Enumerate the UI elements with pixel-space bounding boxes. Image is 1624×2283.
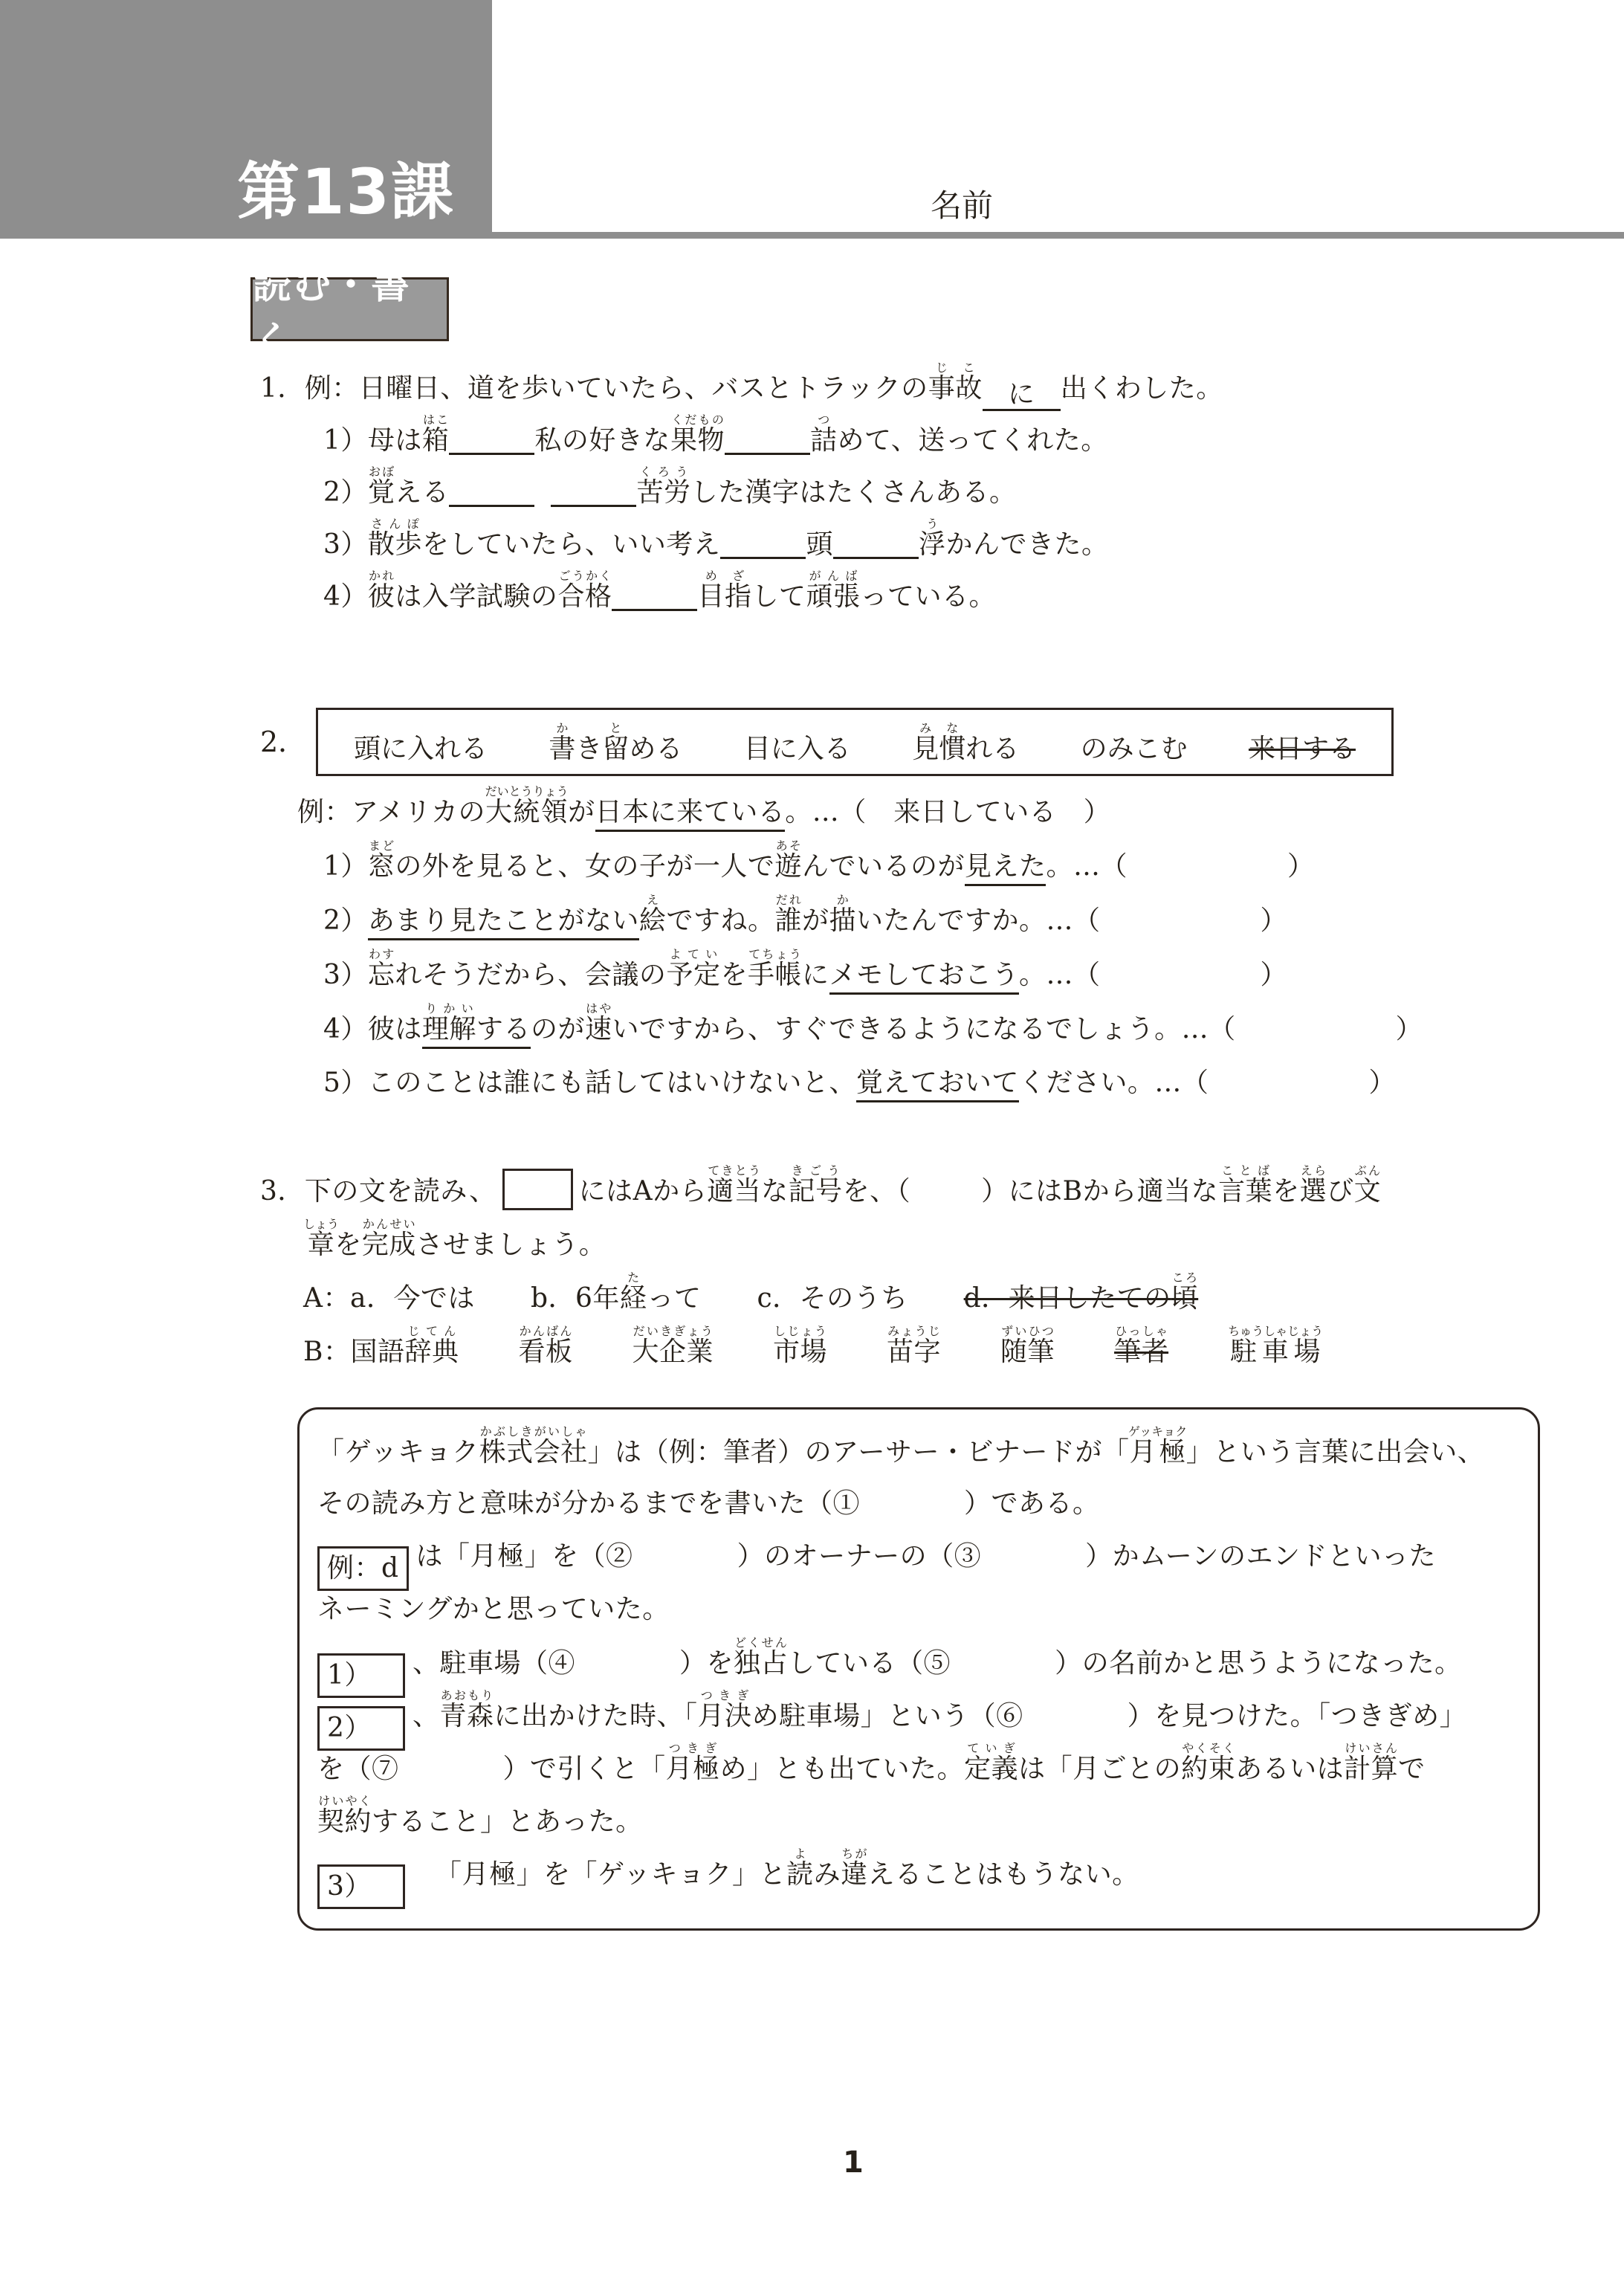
text-run: 辞典じてん (404, 1324, 459, 1367)
text-run: 」は（例：筆者）のアーサー・ビナードが「 (587, 1437, 1130, 1467)
exercise-3-line (260, 1217, 1381, 1270)
fill-blank: に (983, 378, 1061, 411)
fill-blank (725, 422, 810, 455)
text-run: 見えた (964, 851, 1046, 882)
text-run: ）かムーンのエンドといった (1085, 1541, 1437, 1572)
fill-blank (449, 474, 534, 507)
exercise-2-line (260, 1056, 1423, 1110)
text-run: 、 (413, 1701, 440, 1731)
text-run: 駐車場ちゅうしゃじょう (1228, 1324, 1324, 1367)
fill-blank (449, 422, 534, 455)
text-run: 誰だれ (774, 893, 802, 936)
text-run: 3．下の文を読み、 (260, 1176, 496, 1207)
text-run: 留と (602, 721, 630, 765)
text-run: に出かけた時、「 (494, 1701, 698, 1731)
text-run: き (575, 734, 603, 765)
text-run: が (568, 797, 595, 827)
exercise-3-line (260, 1163, 1381, 1217)
text-run: 速はや (584, 1001, 612, 1044)
text-run: ） (1260, 960, 1288, 990)
text-run: 」という言葉に出会い、 (1185, 1437, 1485, 1467)
passage-line (317, 1741, 1520, 1794)
text-run: にはAから (578, 1176, 708, 1207)
text-run: ） (1395, 1014, 1423, 1044)
text-run: っている。 (860, 581, 997, 612)
text-run: メモしておこう (829, 960, 1020, 990)
passage-line (317, 1477, 1520, 1530)
text-run: 5）このことは誰にも話してはいけないと、 (323, 1068, 856, 1098)
text-run: 選えら (1299, 1163, 1327, 1207)
text-run: 来日する (1248, 734, 1356, 765)
text-run: 計算けいさん (1344, 1741, 1399, 1784)
lesson-header-block (0, 0, 492, 236)
word-bank-item (1081, 735, 1188, 763)
text-run: 3） (323, 960, 368, 990)
text-run: 読よ (786, 1847, 814, 1890)
page-number: 1 (843, 2145, 864, 2180)
underlined-text (965, 851, 1046, 886)
text-run: して (751, 581, 806, 612)
text-run: 1．例：日曜日、道を歩いていたら、バスとトラックの (260, 373, 928, 404)
text-run: 随筆ずいひつ (1000, 1324, 1055, 1367)
text-run: 約束やくそく (1181, 1741, 1236, 1784)
text-run: 青森あおもり (439, 1688, 494, 1731)
text-run: 窓まど (367, 839, 395, 882)
text-run: すること」とあった。 (372, 1806, 643, 1837)
text-run: は「月極」を（② (415, 1541, 633, 1572)
text-run: は入学試験の (395, 581, 558, 612)
exercise-1 (260, 361, 1223, 621)
fill-blank (720, 526, 806, 559)
word-bank-item (354, 735, 488, 763)
exercise-2-line (260, 893, 1423, 947)
text-run: め駐車場」という（⑥ (751, 1701, 1023, 1731)
text-run: 例：アメリカの (297, 797, 485, 827)
text-run: する (476, 1014, 531, 1044)
exercise-2 (260, 784, 1423, 1110)
section-badge (250, 263, 449, 364)
text-run: 1）母は (323, 425, 422, 456)
text-run: める (629, 734, 683, 765)
underlined-text (595, 797, 786, 832)
text-run: ですね。 (666, 905, 775, 936)
text-run: ） (1368, 1068, 1396, 1098)
text-run: 月極ゲッキョク (1128, 1424, 1188, 1467)
text-run: の外を見ると、女の子が一人で (395, 851, 775, 882)
section-badge-label: 読む・書く (253, 263, 411, 364)
exercise-1-line (260, 361, 1223, 413)
exercise-1-line (260, 465, 1223, 517)
passage-line (317, 1635, 1520, 1691)
text-run: が (801, 905, 829, 936)
word-bank-item (744, 735, 851, 763)
text-run: させましょう。 (415, 1230, 606, 1260)
text-run: ）にはBから適当な (981, 1176, 1219, 1207)
text-run: 言葉ことば (1218, 1163, 1273, 1207)
exercise-2-number: 2． (260, 726, 307, 758)
text-run: 章しょう (303, 1217, 340, 1260)
text-run: 理解りかい (421, 1001, 476, 1044)
text-run: れる (965, 734, 1020, 765)
exercise-1-line (260, 569, 1223, 621)
answer-label-box: 2） (317, 1706, 405, 1751)
text-run: な (761, 1176, 789, 1207)
underlined-text (829, 960, 1020, 995)
text-run: 看板かんばん (518, 1324, 573, 1367)
passage-line (317, 1530, 1520, 1583)
name-label: 名前 (931, 187, 994, 224)
text-run: えることはもうない。 (867, 1859, 1139, 1890)
passage-line (317, 1847, 1520, 1902)
text-run: える (395, 477, 450, 508)
text-run: 株式会社かぶしきがいしゃ (479, 1424, 588, 1467)
text-run: 目に入る (743, 734, 851, 765)
text-run: 2） (323, 477, 368, 508)
text-run: って (647, 1283, 702, 1314)
text-run: れそうだから、会議の (395, 960, 667, 990)
text-run: ）を (679, 1648, 734, 1679)
text-run: 「ゲッキョク (317, 1437, 479, 1467)
exercise-3-line (260, 1270, 1381, 1324)
text-run: A：a．今では (303, 1283, 475, 1314)
text-run: んでいるのが (801, 851, 965, 882)
text-run: 独占どくせん (734, 1635, 789, 1679)
text-run: 大企業だいきぎょう (632, 1324, 714, 1367)
text-run: c．そのうち (757, 1283, 908, 1314)
text-run: 書か (549, 721, 576, 765)
underlined-text (421, 1001, 476, 1049)
text-run: 果物くだもの (670, 413, 725, 456)
answer-label-box: 1） (317, 1653, 405, 1698)
passage-line (317, 1794, 1520, 1847)
struck-text (964, 1283, 1171, 1314)
text-run: 覚えておいて (855, 1068, 1019, 1098)
text-run: め」とも出ていた。 (719, 1754, 965, 1784)
text-run: 。…（ (1046, 851, 1128, 882)
underlined-text (856, 1068, 1019, 1102)
text-run: 手帳てちょう (747, 947, 802, 990)
text-run: 「月極」を「ゲッキョク」と (435, 1859, 787, 1890)
passage-lines (317, 1424, 1520, 1902)
text-run: あまり見たことがない (367, 905, 639, 936)
text-run: 、駐車場（④ (413, 1648, 576, 1679)
text-run: 忘わす (367, 947, 395, 990)
text-run: かんできた。 (945, 529, 1109, 560)
text-run: 予定よてい (666, 947, 721, 990)
answer-label-box: 3） (317, 1864, 405, 1909)
text-run: 頑張がんば (806, 569, 861, 612)
exercise-1-line (260, 517, 1223, 569)
text-run: 大統領だいとうりょう (485, 784, 569, 827)
word-bank-item (549, 721, 682, 763)
text-run: ）である。 (964, 1488, 1100, 1519)
text-run: B：国語 (303, 1337, 405, 1367)
text-run: 頭に入れる (354, 734, 488, 765)
text-run: 詰つ (809, 413, 838, 456)
text-run: ネーミングかと思っていた。 (317, 1594, 670, 1624)
text-run: 見み (912, 721, 939, 765)
underlined-text (368, 905, 639, 940)
fill-blank (612, 578, 697, 611)
text-run: を（⑦ (317, 1754, 399, 1784)
text-run: び (1327, 1176, 1354, 1207)
text-run: を、（ (842, 1176, 911, 1207)
text-run: している（⑤ (788, 1648, 951, 1679)
text-run: は「月ごとの (1018, 1754, 1182, 1784)
text-run: 覚おぼ (367, 465, 395, 508)
underlined-text (476, 1014, 531, 1049)
text-run: した漢字はたくさんある。 (690, 477, 1017, 508)
text-run: 定義ていぎ (964, 1741, 1019, 1784)
text-run: 私の好きな (534, 425, 670, 456)
text-run: 。…（ (1019, 960, 1101, 990)
passage-line (317, 1688, 1520, 1741)
text-run: あるいは (1235, 1754, 1345, 1784)
exercise-3 (260, 1163, 1381, 1378)
name-underline-rule (0, 232, 1624, 239)
text-run: 完成かんせい (361, 1217, 416, 1260)
exercise-2-line (260, 839, 1423, 893)
text-run: その読み方と意味が分かるまでを書いた（① (317, 1488, 861, 1519)
text-run: 経た (619, 1270, 647, 1314)
text-run: をしていたら、いい考え (421, 529, 721, 560)
text-run: を (334, 1230, 362, 1260)
text-run: 1） (323, 851, 368, 882)
fill-blank (833, 526, 919, 559)
text-run: ）を見つけた。「つきぎめ」 (1127, 1701, 1467, 1731)
text-run: ）のオーナーの（③ (737, 1541, 982, 1572)
text-run: 3） (323, 529, 368, 560)
text-run: 適当てきとう (707, 1163, 762, 1207)
struck-text (1114, 1324, 1169, 1367)
text-run: いたんですか。…（ (856, 905, 1101, 936)
text-run: 箱はこ (421, 413, 450, 456)
passage-line (317, 1583, 1520, 1635)
text-run: ） (1260, 905, 1288, 936)
text-run: d．来日したての (963, 1283, 1171, 1314)
text-run: 契約けいやく (317, 1794, 372, 1837)
text-run: 。…（ 来日している ） (785, 797, 1111, 827)
text-run: 筆者ひっしゃ (1114, 1324, 1169, 1367)
exercise-2-line (260, 947, 1423, 1001)
passage-box (297, 1407, 1540, 1931)
text-run: 浮う (918, 517, 946, 560)
text-run: 違ちが (841, 1847, 868, 1890)
text-run: 合格ごうかく (557, 569, 612, 612)
answer-box (502, 1169, 573, 1210)
text-run: 2） (323, 905, 368, 936)
text-run: み (813, 1859, 841, 1890)
fill-blank (551, 474, 636, 507)
text-run: ください。…（ (1018, 1068, 1209, 1098)
exercise-2-line (260, 784, 1423, 839)
text-run: 描か (829, 893, 856, 936)
text-run: 出くわした。 (1060, 373, 1223, 404)
text-run: ）の名前かと思うようになった。 (1055, 1648, 1462, 1679)
text-run: ）で引くと「 (502, 1754, 666, 1784)
text-run: ） (1287, 851, 1315, 882)
text-run: 遊あそ (774, 839, 802, 882)
text-run: を (720, 960, 748, 990)
word-bank-item (912, 721, 1019, 763)
text-run: 目指めざ (697, 569, 752, 612)
text-run: を (1272, 1176, 1300, 1207)
text-run: 苗字みょうじ (887, 1324, 942, 1367)
exercise-1-line (260, 413, 1223, 465)
lesson-title: 第13課 (237, 155, 455, 228)
struck-text (1249, 734, 1356, 764)
text-run: のが (530, 1014, 585, 1044)
text-run: 慣な (939, 721, 966, 765)
text-run: いですから、すぐできるようになるでしょう。…（ (612, 1014, 1236, 1044)
text-run: 4）彼は (323, 1014, 422, 1044)
text-run: 頃ころ (1171, 1270, 1199, 1314)
exercise-2-line (260, 1001, 1423, 1056)
exercise-3-line (260, 1324, 1381, 1378)
struck-text (1171, 1270, 1199, 1314)
word-bank-item (1249, 735, 1356, 763)
word-bank-box (316, 708, 1394, 776)
text-run: で (1398, 1754, 1426, 1784)
text-run: 4） (323, 581, 368, 612)
text-run: 日本に来ている (595, 797, 786, 827)
text-run: 記号きごう (788, 1163, 843, 1207)
text-run: 事故じこ (928, 361, 983, 404)
text-run: 絵え (638, 893, 667, 936)
text-run: 頭 (806, 529, 833, 560)
answer-label-box: 例：d (317, 1546, 409, 1591)
text-run: 苦労くろう (636, 465, 691, 508)
text-run: 市場しじょう (773, 1324, 828, 1367)
text-run: 月決つきぎ (697, 1688, 752, 1731)
text-run: b．6年 (530, 1283, 620, 1314)
passage-line (317, 1424, 1520, 1477)
text-run: めて、送ってくれた。 (837, 425, 1108, 456)
text-run: のみこむ (1080, 734, 1188, 765)
text-run: 月極つきぎ (665, 1741, 720, 1784)
text-run: 彼かれ (367, 569, 395, 612)
text-run: に (801, 960, 829, 990)
text-run: 散歩さんぽ (367, 517, 422, 560)
text-run: 文ぶん (1353, 1163, 1382, 1207)
